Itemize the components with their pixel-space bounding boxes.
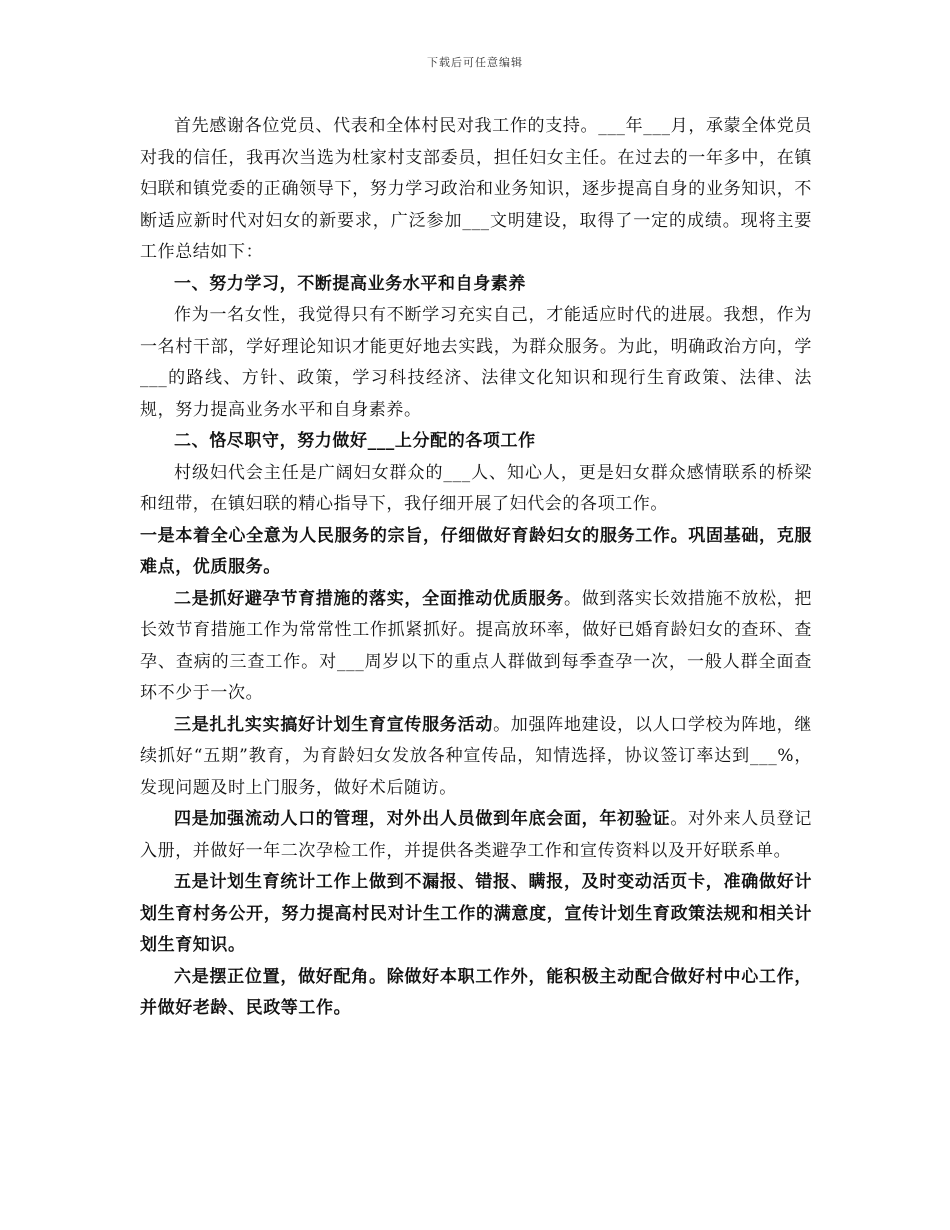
item-2-text: 。做到落实长效措施不放松，把长效节育措施工作为常常性工作抓紧抓好。提高放环率，做好已婚育龄妇女的查环、查孕、查病的三查工作。对___周岁以下的重点人群做到每季查孕一次，一般人群全面查环不少于一次。 xyxy=(140,588,812,703)
item-3-paragraph xyxy=(140,710,812,805)
item-1-paragraph: 一是本着全心全意为人民服务的宗旨，仔细做好育龄妇女的服务工作。巩固基础，克服难点，优质服务。 xyxy=(140,525,812,577)
section-2-heading: 二、恪尽职守，努力做好___上分配的各项工作 xyxy=(174,431,536,451)
item-6-paragraph: 六是摆正位置，做好配角。除做好本职工作外，能积极主动配合做好村中心工作，并做好老龄、民政等工作。 xyxy=(140,966,812,1018)
page-header: 下载后可任意编辑 xyxy=(427,56,523,69)
section-1-paragraph: 作为一名女性，我觉得只有不断学习充实自己，才能适应时代的进展。我想，作为一名村干部，学好理论知识才能更好地去实践，为群众服务。为此，明确政治方向，学___的路线、方针、政策，学习科技经济、法律文化知识和现行生育政策、法律、法规，努力提高业务水平和自身素养。 xyxy=(140,305,812,420)
item-4-paragraph xyxy=(140,804,812,867)
item-2-lead: 二是抓好避孕节育措施的落实，全面推动优质服务 xyxy=(174,588,564,609)
item-3-text: 。加强阵地建设，以人口学校为阵地，继续抓好“五期”教育，为育龄妇女发放各种宣传品，知情选择，协议签订率达到___%，发现问题及时上门服务，做好术后随访。 xyxy=(140,714,812,798)
item-4-lead: 四是加强流动人口的管理，对外出人员做到年底会面，年初验证 xyxy=(174,809,671,829)
item-4-text: 。对外来人员登记入册，并做好一年二次孕检工作，并提供各类避孕工作和宣传资料以及开好联系单。 xyxy=(140,809,812,861)
item-3-lead: 三是扎扎实实搞好计划生育宣传服务活动 xyxy=(174,714,494,735)
document-body xyxy=(140,111,812,1025)
item-2-paragraph xyxy=(140,584,812,710)
item-5-paragraph: 五是计划生育统计工作上做到不漏报、错报、瞒报，及时变动活页卡，准确做好计划生育村务公开，努力提高村民对计生工作的满意度，宣传计划生育政策法规和相关计划生育知识。 xyxy=(140,872,812,955)
section-1-heading: 一、努力学习，不断提高业务水平和自身素养 xyxy=(174,273,526,294)
intro-paragraph: 首先感谢各位党员、代表和全体村民对我工作的支持。___年___月，承蒙全体党员对我的信任，我再次当选为杜家村支部委员，担任妇女主任。在过去的一年多中，在镇妇联和镇党委的正确领导下，努力学习政治和业务知识，逐步提高自身的业务知识，不断适应新时代对妇女的新要求，广泛参加___文明建设，取得了一定的成绩。现将主要工作总结如下： xyxy=(140,116,812,262)
section-2-paragraph: 村级妇代会主任是广阔妇女群众的___人、知心人，更是妇女群众感情联系的桥梁和纽带，在镇妇联的精心指导下，我仔细开展了妇代会的各项工作。 xyxy=(140,462,812,514)
